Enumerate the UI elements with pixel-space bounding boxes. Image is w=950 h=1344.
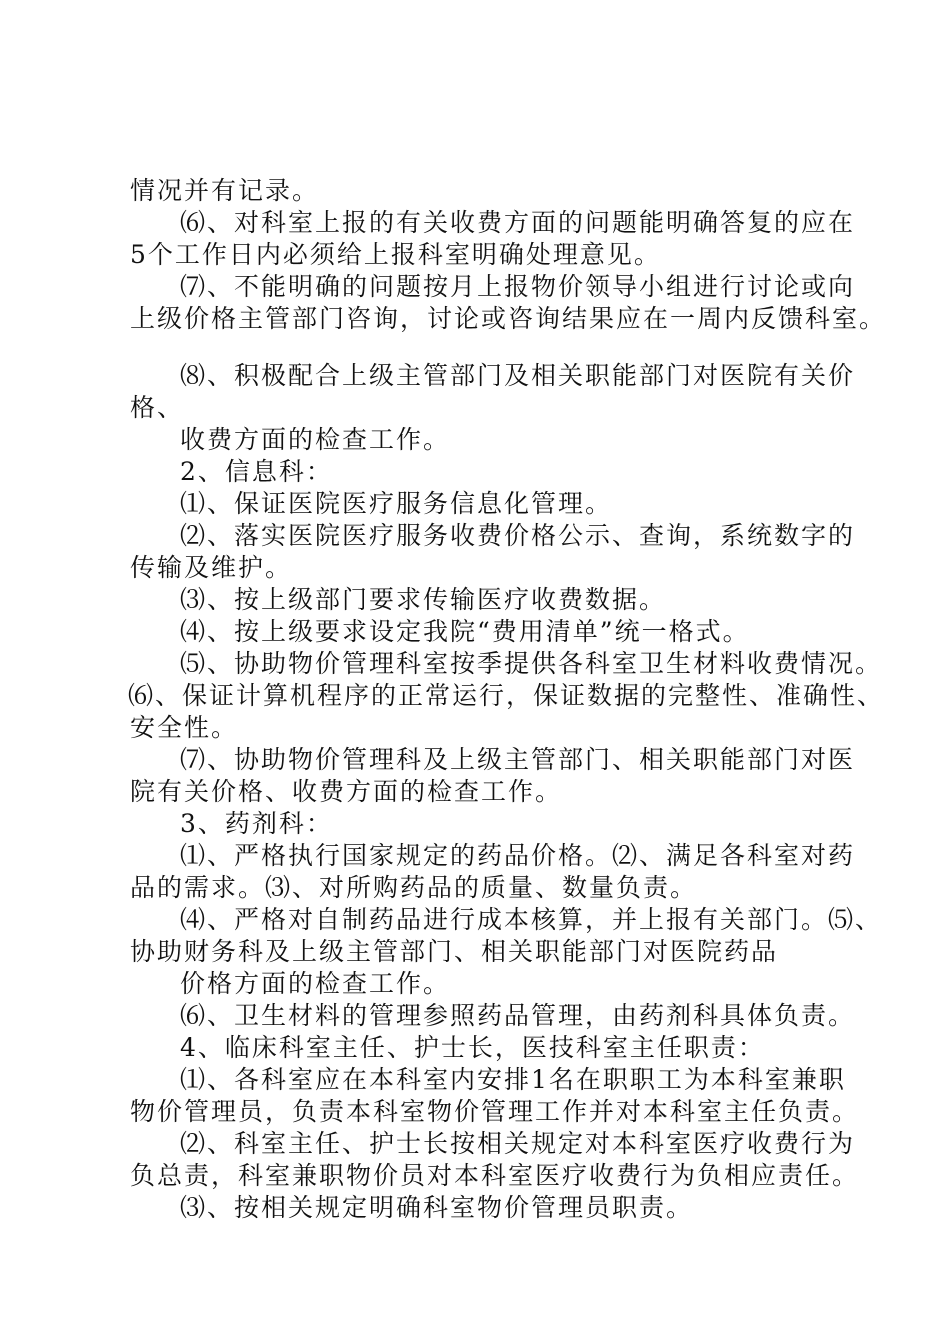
text-line: ⑵、科室主任、护士长按相关规定对本科室医疗收费行为 — [180, 1129, 856, 1158]
text-line: 收费方面的检查工作。 — [180, 425, 451, 454]
text-line: ⑶、按上级部门要求传输医疗收费数据。 — [180, 585, 667, 614]
text-line: ⑻、积极配合上级主管部门及相关职能部门对医院有关价 — [180, 361, 856, 390]
text-line: 5个工作日内必须给上报科室明确处理意见。 — [130, 240, 661, 269]
text-line: ⑶、按相关规定明确科室物价管理员职责。 — [180, 1193, 694, 1222]
text-line: 价格方面的检查工作。 — [180, 969, 451, 998]
text-line: ⑺、不能明确的问题按月上报物价领导小组进行讨论或向 — [180, 272, 856, 301]
text-line: 负总责，科室兼职物价员对本科室医疗收费行为负相应责任。 — [130, 1161, 860, 1190]
text-line: ⑷、按上级要求设定我院“费用清单”统一格式。 — [180, 617, 750, 646]
text-line: ⑴、保证医院医疗服务信息化管理。 — [180, 489, 613, 518]
text-line: ⑴、各科室应在本科室内安排1名在职职工为本科室兼职 — [180, 1065, 846, 1094]
text-line: ⑹、卫生材料的管理参照药品管理，由药剂科具体负责。 — [180, 1001, 856, 1030]
text-line: ⑴、严格执行国家规定的药品价格。⑵、满足各科室对药 — [180, 841, 856, 870]
section-heading: 4、临床科室主任、护士长，医技科室主任职责： — [180, 1033, 765, 1062]
section-heading: 2、信息科： — [180, 457, 333, 486]
text-line: ⑺、协助物价管理科及上级主管部门、相关职能部门对医 — [180, 745, 856, 774]
text-line: ⑵、落实医院医疗服务收费价格公示、查询，系统数字的 — [180, 521, 856, 550]
text-line: 上级价格主管部门咨询，讨论或咨询结果应在一周内反馈科室。 — [130, 304, 887, 333]
text-line: 情况并有记录。 — [130, 176, 320, 205]
text-line: 格、 — [130, 393, 185, 422]
text-line: ⑸、协助物价管理科室按季提供各科室卫生材料收费情况。 — [180, 649, 883, 678]
section-heading: 3、药剂科： — [180, 809, 333, 838]
text-line: 院有关价格、收费方面的检查工作。 — [130, 777, 563, 806]
text-line: ⑹、对科室上报的有关收费方面的问题能明确答复的应在 — [180, 208, 856, 237]
text-line: ⑷、严格对自制药品进行成本核算，并上报有关部门。⑸、 — [180, 905, 883, 934]
text-line: 传输及维护。 — [130, 553, 293, 582]
text-line: 安全性。 — [130, 713, 239, 742]
text-line: ⑹、保证计算机程序的正常运行，保证数据的完整性、准确性、 — [128, 681, 885, 710]
text-line: 物价管理员，负责本科室物价管理工作并对本科室主任负责。 — [130, 1097, 860, 1126]
text-line: 协助财务科及上级主管部门、相关职能部门对医院药品 — [130, 937, 779, 966]
text-line: 品的需求。⑶、对所购药品的质量、数量负责。 — [130, 873, 698, 902]
